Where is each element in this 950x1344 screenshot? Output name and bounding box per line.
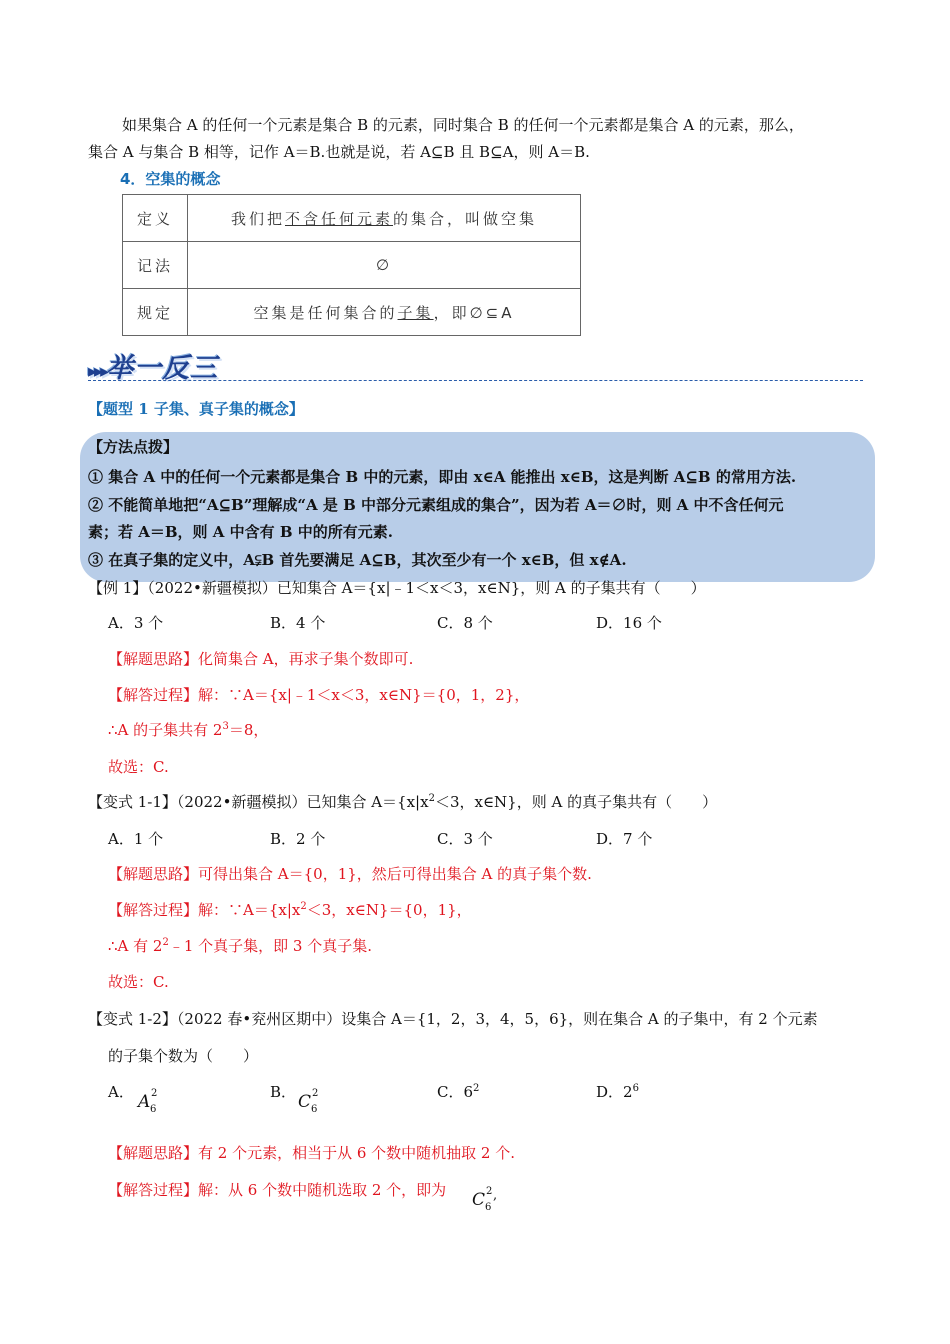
variant-1-1-idea: 【解题思路】可得出集合 A＝{0，1}，然后可得出集合 A 的真子集个数. xyxy=(108,865,592,883)
example-1-option-c: C．8 个 xyxy=(437,614,493,632)
empty-set-table xyxy=(122,194,581,336)
variant-1-1-answer: 故选：C. xyxy=(108,973,169,991)
variant-1-1-process: 【解答过程】解：$\because A=\{x|x^2<3$，x∈N}＝{0，1}， xyxy=(108,901,472,919)
method-tips-box xyxy=(80,432,875,582)
table-value: 空集是任何集合的子集，即∅⊆A xyxy=(188,289,581,336)
example-1-option-d: D．16 个 xyxy=(596,614,662,632)
example-1-step: ∴A 的子集共有 $2^3=8$， xyxy=(108,721,269,739)
variant-1-2-process-symbol: C 2 6 , xyxy=(472,1186,498,1213)
intro-line-1: 如果集合 A 的任何一个元素是集合 B 的元素，同时集合 B 的任何一个元素都是集合 A 的元素，那么， xyxy=(122,116,804,134)
example-1-process: 【解答过程】解：∵A＝{x|﹣1＜x＜3，x∈N}＝{0，1，2}， xyxy=(108,686,530,704)
example-1-question: 【例 1】（2022•新疆模拟）已知集合 A＝{x|﹣1＜x＜3，x∈N}，则 A 的子集共有（ ） xyxy=(88,579,706,597)
method-line-4: ③ 在真子集的定义中，A⫋B 首先要满足 A⊆B，其次至少有一个 x∈B，但 x∉A. xyxy=(88,551,627,569)
variant-1-2-question-line-1: 【变式 1-2】（2022 春•兖州区期中）设集合 A＝{1，2，3，4，5，6}，则在集合 A 的子集中，有 2 个元素 xyxy=(88,1010,818,1028)
method-line-2: ② 不能简单地把“A⊆B”理解成“A 是 B 中部分元素组成的集合”，因为若 A＝∅时，则 A 中不含任何元 xyxy=(88,496,784,514)
variant-1-1-option-a: A．1 个 xyxy=(108,830,164,848)
banner-title: 举一反三 xyxy=(106,353,219,384)
variant-1-2-option-c: C．$6^2$ xyxy=(437,1083,480,1101)
method-title: 【方法点拨】 xyxy=(88,438,179,456)
section-4-heading: 4．空集的概念 xyxy=(120,170,221,188)
method-line-1: ① 集合 A 中的任何一个元素都是集合 B 中的元素，即由 x∈A 能推出 x∈B，这是判断 A⊆B 的常用方法. xyxy=(88,468,797,486)
table-row xyxy=(123,195,581,242)
type-1-heading: 【题型 1 子集、真子集的概念】 xyxy=(88,400,304,418)
variant-1-1-option-b: B．2 个 xyxy=(270,830,326,848)
variant-1-2-process: 【解答过程】解：从 6 个数中随机选取 2 个，即为 xyxy=(108,1181,447,1199)
table-label: 定义 xyxy=(123,195,188,242)
variant-1-2-option-d: D．$2^6$ xyxy=(596,1083,639,1101)
variant-1-2-option-a: A． xyxy=(108,1083,134,1101)
variant-1-2-option-b-symbol: C 2 6 xyxy=(298,1088,319,1115)
table-row xyxy=(123,242,581,289)
variant-1-2-idea: 【解题思路】有 2 个元素，相当于从 6 个数中随机抽取 2 个. xyxy=(108,1144,516,1162)
intro-line-2: 集合 A 与集合 B 相等，记作 A＝B.也就是说，若 A⊆B 且 B⊆A，则 A＝B. xyxy=(88,143,590,161)
example-1-answer: 故选：C. xyxy=(108,758,169,776)
variant-1-1-step: ∴A 有 $2^2﹣1$ 个真子集，即 3 个真子集. xyxy=(108,937,373,955)
triple-arrow-icon: ▸▸▸ xyxy=(88,361,107,382)
variant-1-1-option-c: C．3 个 xyxy=(437,830,493,848)
variant-1-2-option-b: B． xyxy=(270,1083,297,1101)
variant-1-2-option-a-symbol: A 2 6 xyxy=(138,1088,158,1115)
banner-divider xyxy=(88,380,863,381)
variant-1-1-option-d: D．7 个 xyxy=(596,830,653,848)
table-value: 我们把不含任何元素的集合，叫做空集 xyxy=(188,195,581,242)
table-row xyxy=(123,289,581,336)
table-label: 记法 xyxy=(123,242,188,289)
example-1-option-b: B．4 个 xyxy=(270,614,326,632)
example-1-idea: 【解题思路】化简集合 A，再求子集个数即可. xyxy=(108,650,414,668)
variant-1-2-question-line-2: 的子集个数为（ ） xyxy=(108,1047,259,1065)
method-line-3: 素；若 A＝B，则 A 中含有 B 中的所有元素. xyxy=(88,523,393,541)
example-1-option-a: A．3 个 xyxy=(108,614,164,632)
variant-1-1-question: 【变式 1-1】（2022•新疆模拟）已知集合 $A=\{x|x^2<3$，x∈N}，则 A 的真子集共有（ ） xyxy=(88,793,718,811)
table-value: ∅ xyxy=(188,242,581,289)
table-label: 规定 xyxy=(123,289,188,336)
